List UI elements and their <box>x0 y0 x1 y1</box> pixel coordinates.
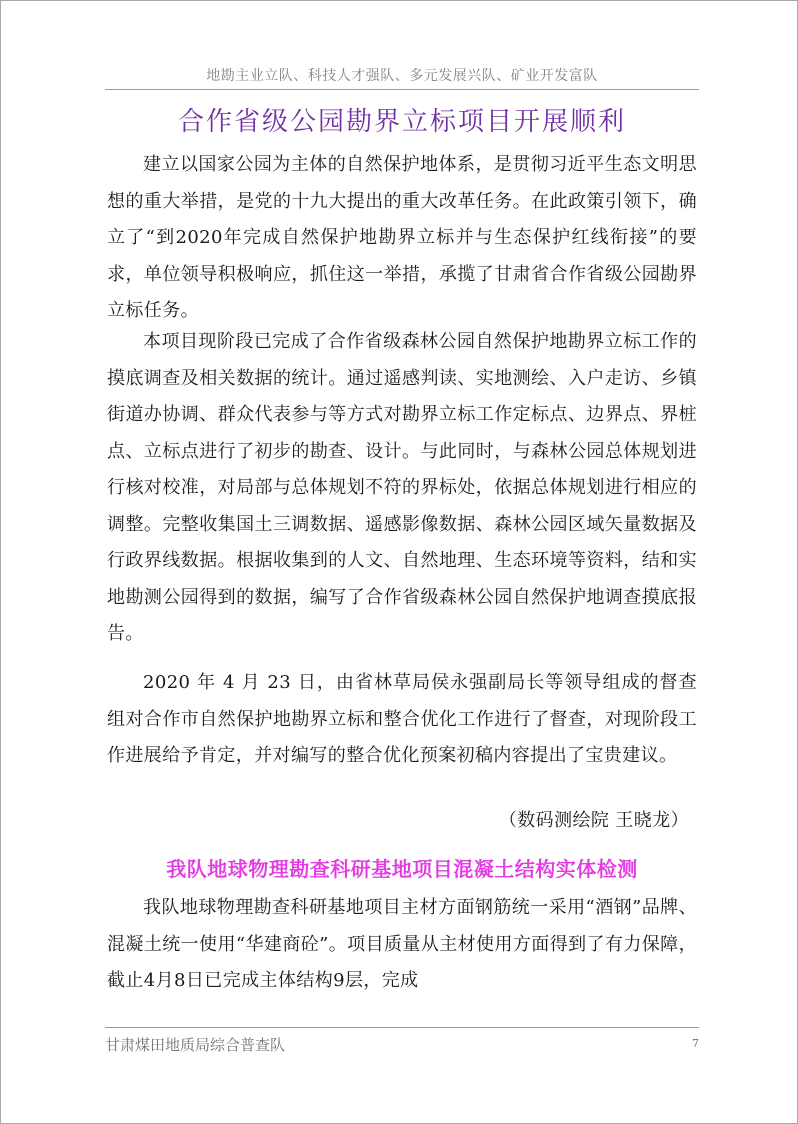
page-header: 地勘主业立队、科技人才强队、多元发展兴队、矿业开发富队 <box>206 68 598 84</box>
article1-paragraph-2: 本项目现阶段已完成了合作省级森林公园自然保护地勘界立标工作的摸底调查及相关数据的统计。通过遥感判读、实地测绘、入户走访、乡镇街道办协调、群众代表参与等方式对勘界立标工作定标点、边界点、界桩点、立标点进行了初步的勘查、设计。与此同时，与森林公园总体规划进行核对校准，对局部与总体规划不符的界标处，依据总体规划进行相应的调整。完整收集国土三调数据、遥感影像数据、森林公园区域矢量数据及行政界线数据。根据收集到的人文、自然地理、生态环境等资料，结和实地勘测公园得到的数据，编写了合作省级森林公园自然保护地调查摸底报告。 <box>107 331 697 644</box>
footer-divider <box>105 1027 699 1028</box>
article1-paragraph-1: 建立以国家公园为主体的自然保护地体系，是贯彻习近平生态文明思想的重大举措，是党的十九大提出的重大改革任务。在此政策引领下，确立了“到2020年完成自然保护地勘界立标并与生态保护红线衔接”的要求，单位领导积极响应，抓住这一举措，承揽了甘肃省合作省级公园勘界立标任务。 <box>107 154 697 321</box>
article2-paragraph-1: 我队地球物理勘查科研基地项目主材方面钢筋统一采用“酒钢”品牌、混凝土统一使用“华建商砼”。项目质量从主材使用方面得到了有力保障，截止4月8日已完成主体结构9层，完成 <box>107 897 697 991</box>
article-title-1: 合作省级公园勘界立标项目开展顺利 <box>177 107 626 137</box>
page-number: 7 <box>692 1037 699 1050</box>
article-title-2: 我队地球物理勘查科研基地项目混凝土结构实体检测 <box>166 857 638 881</box>
article1-byline: （数码测绘院 王晓龙） <box>498 810 689 831</box>
header-divider <box>105 89 699 90</box>
footer-organization: 甘肃煤田地质局综合普查队 <box>105 1036 286 1054</box>
article1-paragraph-3: 2020 年 4 月 23 日，由省林草局侯永强副局长等领导组成的督查组对合作市自然保护地勘界立标和整合优化工作进行了督查，对现阶段工作进展给予肯定，并对编写的整合优化预案初稿内容提出了宝贵建议。 <box>107 672 697 766</box>
